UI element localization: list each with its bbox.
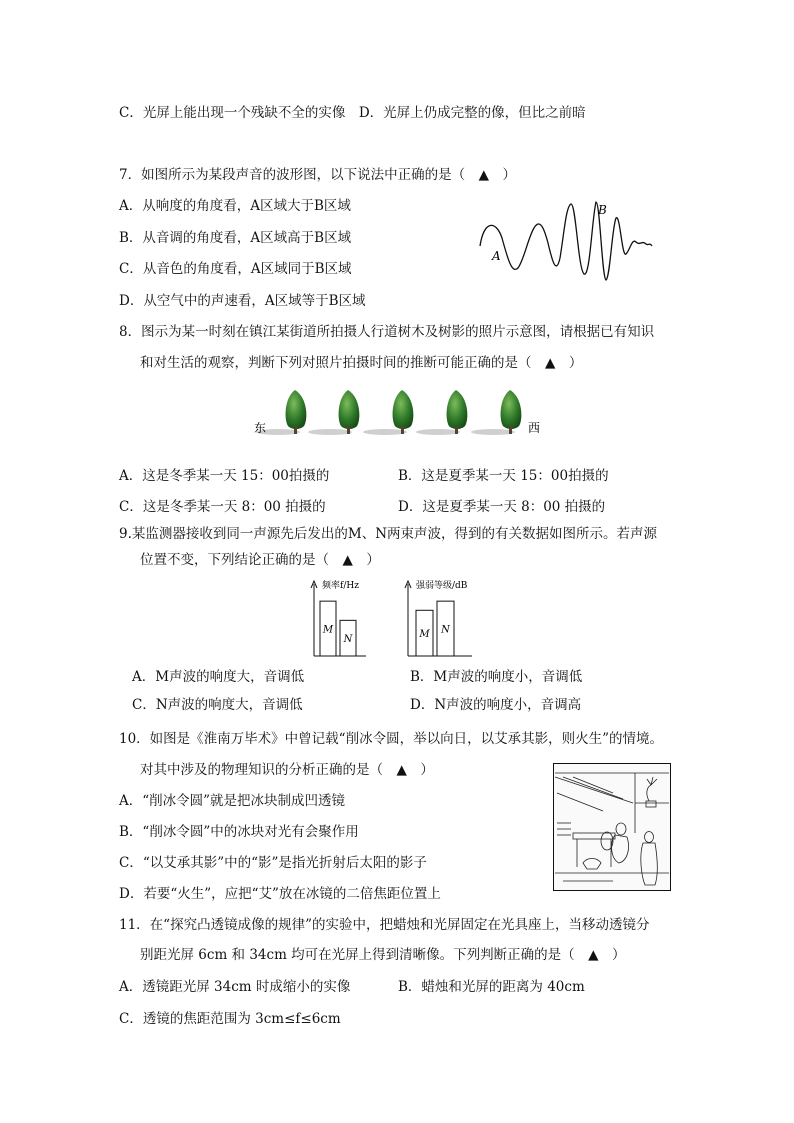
q9-option-a: A．M声波的响度大，音调低 <box>132 669 305 685</box>
wave-label-a: A <box>492 249 501 263</box>
label-east: 东 <box>254 421 267 435</box>
q9-option-d: D．N声波的响度小，音调高 <box>410 697 582 713</box>
bar-label-M: M <box>322 624 334 636</box>
bar-label-N: N <box>343 634 353 646</box>
q7-option-c: C．从音色的角度看，A区域同于B区域 <box>119 261 352 277</box>
q10-option-c: C．“以艾承其影”中的“影”是指光折射后太阳的影子 <box>119 855 427 871</box>
tree-3 <box>363 390 413 435</box>
q9-stem-line2: 位置不变，下列结论正确的是（ ▲ ） <box>140 552 380 568</box>
q7-stem: 7．如图所示为某段声音的波形图，以下说法中正确的是（ ▲ ） <box>119 167 516 183</box>
q8-stem-line2: 和对生活的观察，判断下列对照片拍摄时间的推断可能正确的是（ ▲ ） <box>140 355 583 371</box>
q11-option-b: B．蜡烛和光屏的距离为 40cm <box>398 979 585 995</box>
q10-option-a: A．“削冰令圆”就是把冰块制成凹透镜 <box>119 793 346 809</box>
q11-stem-line1: 11．在“探究凸透镜成像的规律”的实验中，把蜡烛和光屏固定在光具座上，当移动透镜分 <box>119 917 650 933</box>
q11-option-a: A．透镜距光屏 34cm 时成缩小的实像 <box>119 979 351 995</box>
tree-5 <box>471 390 521 435</box>
q8-option-a: A．这是冬季某一天 15：00拍摄的 <box>119 468 330 484</box>
q10-stem-line1: 10．如图是《淮南万毕术》中曾记载“削冰令圆，举以向日，以艾承其影，则火生”的情境。 <box>119 731 663 747</box>
loudness-chart <box>402 576 486 660</box>
q8-option-c: C．这是冬季某一天 8：00 拍摄的 <box>119 499 326 515</box>
q10-stem-line2: 对其中涉及的物理知识的分析正确的是（ ▲ ） <box>140 762 434 778</box>
q11-stem-line2: 别距光屏 6cm 和 34cm 均可在光屏上得到清晰像。下列判断正确的是（ ▲ ） <box>140 947 626 963</box>
q8-option-b: B．这是夏季某一天 15：00拍摄的 <box>398 468 609 484</box>
tree-4 <box>416 390 467 435</box>
bar-label-M: M <box>419 629 430 641</box>
label-west: 西 <box>528 421 541 435</box>
sound-wave-curve <box>480 202 652 280</box>
bar-label-N: N <box>441 624 450 636</box>
q11-option-c: C．透镜的焦距范围为 3cm≤f≤6cm <box>119 1011 341 1027</box>
q7-option-a: A．从响度的角度看，A区域大于B区域 <box>119 198 351 214</box>
q9-stem-line1: 9.某监测器接收到同一声源先后发出的M、N两束声波，得到的有关数据如图所示。若声源 <box>119 526 658 542</box>
tree-shadow-figure <box>250 382 550 442</box>
q10-option-d: D．若要“火生”，应把“艾”放在冰镜的二倍焦距位置上 <box>119 886 441 902</box>
frequency-chart <box>308 576 374 660</box>
wave-label-b: B <box>598 203 607 217</box>
q10-option-b: B．“削冰令圆”中的冰块对光有会聚作用 <box>119 824 359 840</box>
q9-option-b: B．M声波的响度小，音调低 <box>410 669 583 685</box>
frequency-axis-label: 频率f/Hz <box>322 581 359 591</box>
loudness-axis-label: 强弱等级/dB <box>416 581 468 591</box>
q9-option-c: C．N声波的响度大，音调低 <box>132 697 303 713</box>
q8-option-d: D．这是夏季某一天 8：00 拍摄的 <box>398 499 606 515</box>
ancient-illustration <box>553 763 671 891</box>
q8-stem-line1: 8．图示为某一时刻在镇江某街道所拍摄人行道树木及树影的照片示意图，请根据已有知识 <box>119 324 655 340</box>
q6-options-cd: C．光屏上能出现一个残缺不全的实像 D．光屏上仍成完整的像，但比之前暗 <box>119 105 586 121</box>
q7-option-d: D．从空气中的声速看，A区域等于B区域 <box>119 293 366 309</box>
waveform-figure <box>474 198 660 284</box>
tree-2 <box>308 390 359 435</box>
q7-option-b: B．从音调的角度看，A区域高于B区域 <box>119 230 352 246</box>
